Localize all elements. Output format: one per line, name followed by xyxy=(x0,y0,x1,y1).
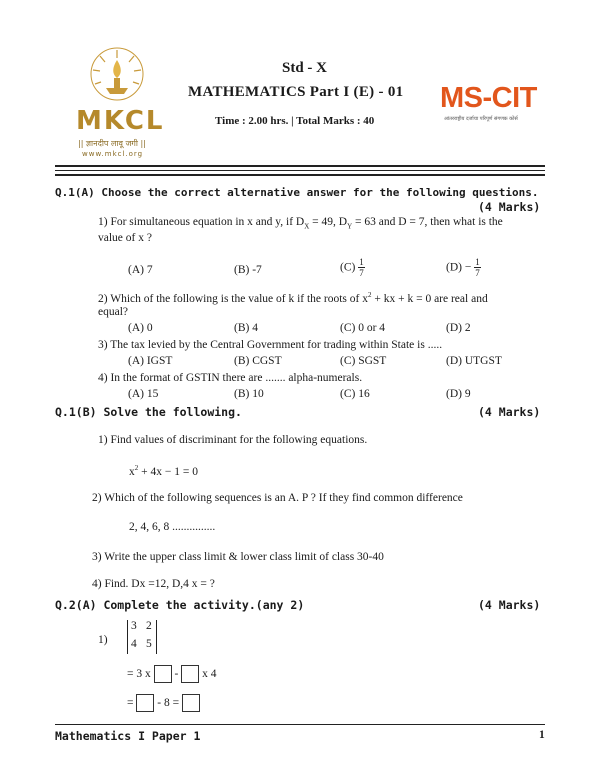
q1a-q2-option-c: (C) 0 or 4 xyxy=(340,322,386,334)
subject-heading: MATHEMATICS Part I (E) - 01 xyxy=(188,84,404,100)
header-rule-3 xyxy=(55,174,545,176)
answer-box-3[interactable] xyxy=(136,694,154,712)
q1a-question-2: 2) Which of the following is the value of k if the roots of $x^2$ + kx + k = 0 are real and xyxy=(98,291,488,305)
q1b-title: Q.1(B) Solve the following. xyxy=(55,405,242,419)
q1a-q3-option-b: (B) CGST xyxy=(234,355,282,367)
answer-box-2[interactable] xyxy=(181,665,199,683)
q1a-question-1-cont: value of x ? xyxy=(98,232,152,244)
q1b-question-2: 2) Which of the following sequences is an A. P ? If they find common difference xyxy=(92,492,463,504)
footer-title: Mathematics I Paper 1 xyxy=(55,729,201,743)
q1a-q2-option-b: (B) 4 xyxy=(234,322,258,334)
q1b-question-3: 3) Write the upper class limit & lower class limit of class 30-40 xyxy=(92,551,384,563)
q1a-question-2-cont: equal? xyxy=(98,306,129,318)
q1a-title: Q.1(A) Choose the correct alternative answer for the following questions. xyxy=(55,186,539,199)
matrix-a11: 3 xyxy=(131,620,137,632)
fraction-one-seventh: $\frac{1}{7}$ xyxy=(359,257,364,278)
q1a-q3-option-c: (C) SGST xyxy=(340,355,387,367)
matrix-a12: 2 xyxy=(146,620,152,632)
mscit-logo: MS-CIT xyxy=(440,82,537,114)
mscit-tagline: आंतरराष्ट्रीय दर्जाचा परिपूर्ण संगणक कोर्स xyxy=(444,116,518,122)
q1a-marks: (4 Marks) xyxy=(478,200,541,214)
q1a-q1-option-a: (A) 7 xyxy=(128,264,153,276)
mkcl-logo xyxy=(70,44,165,158)
answer-box-1[interactable] xyxy=(154,665,172,683)
q2a-q1-step-1: = 3 x - x 4 xyxy=(127,665,216,683)
q1b-question-4: 4) Find. Dx =12, D,4 x = ? xyxy=(92,578,215,590)
footer-rule xyxy=(55,724,545,725)
matrix-a21: 4 xyxy=(131,638,137,650)
page-number: 1 xyxy=(539,729,545,741)
header-rule-2 xyxy=(55,170,545,171)
matrix-a22: 5 xyxy=(146,638,152,650)
q2a-marks: (4 Marks) xyxy=(478,598,541,612)
q1a-question-1: 1) For simultaneous equation in x and y, if $D_X = 49$, $D_Y = 63$ and D = 7, then what is the xyxy=(98,216,503,231)
q1a-q2-option-d: (D) 2 xyxy=(446,322,471,334)
answer-box-4[interactable] xyxy=(182,694,200,712)
q1a-question-3: 3) The tax levied by the Central Government for trading within State is ..... xyxy=(98,339,443,351)
time-marks: Time : 2.00 hrs. | Total Marks : 40 xyxy=(215,115,375,127)
q1a-q4-option-c: (C) 16 xyxy=(340,388,370,400)
q2a-title: Q.2(A) Complete the activity.(any 2) xyxy=(55,598,305,612)
q1a-q3-option-d: (D) UTGST xyxy=(446,355,502,367)
q1b-question-1: 1) Find values of discriminant for the following equations. xyxy=(98,434,368,446)
mkcl-wordmark: MKCL xyxy=(76,106,165,136)
q1a-q3-option-a: (A) IGST xyxy=(128,355,173,367)
q1a-q4-option-d: (D) 9 xyxy=(446,388,471,400)
mkcl-emblem-icon xyxy=(70,44,165,104)
q1a-question-4: 4) In the format of GSTIN there are ....... alpha-numerals. xyxy=(98,372,363,384)
q1b-q1-equation: $x^2 + 4x - 1 = 0$ xyxy=(129,464,198,478)
q1a-q1-option-c: (C) $\frac{1}{7}$ xyxy=(340,257,364,278)
q1b-q2-sequence: 2, 4, 6, 8 ............... xyxy=(129,521,216,533)
mkcl-tagline: || ज्ञानदीप लावू जगी || xyxy=(78,139,146,148)
q1a-q4-option-b: (B) 10 xyxy=(234,388,264,400)
mkcl-url: www.mkcl.org xyxy=(82,150,144,158)
q1a-q2-option-a: (A) 0 xyxy=(128,322,153,334)
q1a-q1-option-d: (D) − $\frac{1}{7}$ xyxy=(446,257,480,278)
std-heading: Std - X xyxy=(282,60,328,76)
q1a-q4-option-a: (A) 15 xyxy=(128,388,159,400)
q1b-marks: (4 Marks) xyxy=(478,405,541,419)
header-rule-1 xyxy=(55,165,545,167)
q2a-q1-label: 1) xyxy=(98,634,108,646)
q2a-q1-step-2: = - 8 = xyxy=(127,694,200,712)
determinant-matrix xyxy=(127,620,157,654)
q1a-q1-option-b: (B) -7 xyxy=(234,264,262,276)
fraction-negative-one-seventh: $\frac{1}{7}$ xyxy=(475,257,480,278)
